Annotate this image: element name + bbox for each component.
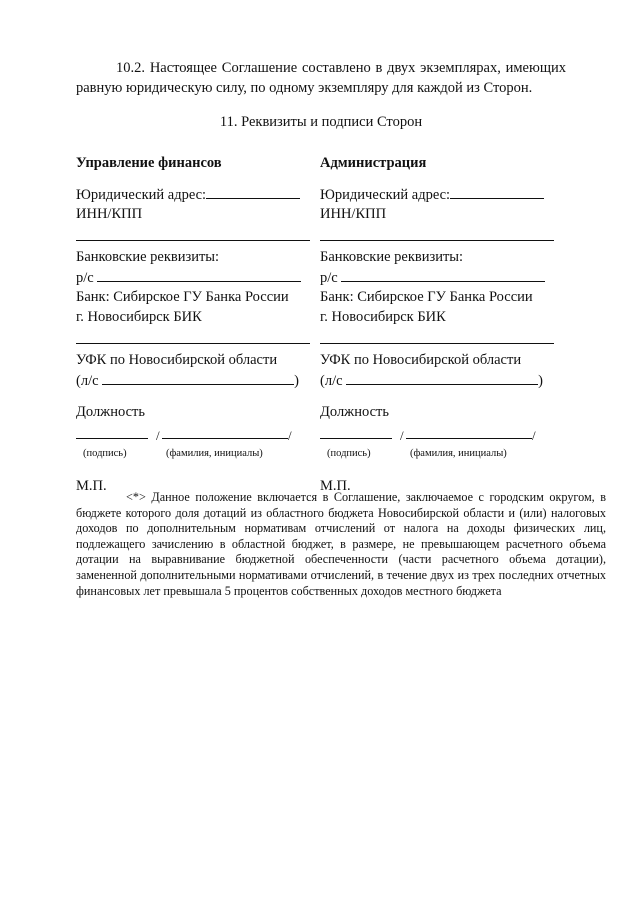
position-label: Должность	[320, 404, 389, 420]
signature-caption: (подпись)	[83, 448, 127, 459]
bik-field[interactable]	[320, 327, 554, 344]
bank-details-label: Банковские реквизиты:	[320, 249, 464, 265]
full-name-field[interactable]	[406, 438, 532, 439]
slash-divider: /	[400, 428, 404, 443]
signature-row	[320, 430, 560, 448]
legal-address-label: Юридический адрес:	[320, 187, 451, 203]
account-field[interactable]	[341, 267, 545, 282]
legal-address-row	[76, 184, 316, 204]
ls-field[interactable]	[346, 370, 538, 385]
account-label: р/с	[320, 270, 338, 286]
ufk-label: УФК по Новосибирской области	[76, 352, 278, 368]
signature-captions	[76, 448, 316, 462]
clause-10-2	[76, 58, 566, 98]
ls-close: )	[294, 373, 299, 389]
stamp-label: М.П.	[320, 478, 351, 494]
legal-address-field[interactable]	[206, 184, 300, 199]
signature-field[interactable]	[320, 438, 392, 439]
slash-divider: /	[156, 428, 160, 443]
ufk-label: УФК по Новосибирской области	[320, 352, 522, 368]
footnote-marker: <*>	[126, 490, 146, 504]
account-row	[76, 267, 316, 287]
slash-divider: /	[532, 428, 536, 443]
ls-row	[320, 370, 560, 390]
legal-address-field[interactable]	[450, 184, 544, 199]
bank-line-1: Банк: Сибирское ГУ Банка России	[76, 289, 289, 305]
bank-details-label: Банковские реквизиты:	[76, 249, 220, 265]
inn-kpp-field[interactable]	[320, 224, 554, 241]
signature-captions	[320, 448, 560, 462]
party-column-administration	[320, 152, 560, 496]
name-caption: (фамилия, инициалы)	[410, 448, 507, 459]
clause-number: 10.2.	[116, 60, 145, 76]
party-name: Администрация	[320, 155, 427, 171]
party-name: Управление финансов	[76, 155, 222, 171]
ls-field[interactable]	[102, 370, 294, 385]
account-field[interactable]	[97, 267, 301, 282]
bank-line-2: г. Новосибирск БИК	[76, 309, 202, 325]
signature-row	[76, 430, 316, 448]
ls-open: (л/с	[76, 373, 99, 389]
account-label: р/с	[76, 270, 94, 286]
ls-close: )	[538, 373, 543, 389]
signature-field[interactable]	[76, 438, 148, 439]
ls-row	[76, 370, 316, 390]
clause-text: Настоящее Соглашение составлено в двух экземплярах, имеющих равную юридическую силу, по одному экземпляру для каждой из Сторон.	[76, 60, 567, 96]
account-row	[320, 267, 560, 287]
ls-open: (л/с	[320, 373, 343, 389]
section-title: 11. Реквизиты и подписи Сторон	[219, 114, 423, 130]
signature-caption: (подпись)	[327, 448, 371, 459]
inn-kpp-label: ИНН/КПП	[76, 206, 143, 222]
position-label: Должность	[76, 404, 145, 420]
legal-address-label: Юридический адрес:	[76, 187, 207, 203]
party-column-finance	[76, 152, 316, 496]
inn-kpp-label: ИНН/КПП	[320, 206, 387, 222]
stamp-label: М.П.	[76, 478, 107, 494]
footnote	[76, 490, 606, 599]
slash-divider: /	[288, 428, 292, 443]
bik-field[interactable]	[76, 327, 310, 344]
bank-line-1: Банк: Сибирское ГУ Банка России	[320, 289, 533, 305]
bank-line-2: г. Новосибирск БИК	[320, 309, 446, 325]
legal-address-row	[320, 184, 560, 204]
full-name-field[interactable]	[162, 438, 288, 439]
footnote-text: Данное положение включается в Соглашение, заключаемое с городским округом, в бюджете которого доля дотаций из областного бюджета Новосибирской области и (или) налоговых доходов по дополнительным нормативам отчислений от налога на доходы физических лиц, подлежащего зачислению в областной бюджет, в размере, не превышающем расчетного объема дотации на выравнивание бюджетной обеспеченности (части расчетного объема дотации), замененной дополнительными нормативами отчислений, в течение двух из трех последних отчетных финансовых лет превышала 5 процентов собственных доходов местного бюджета	[76, 490, 606, 598]
inn-kpp-field[interactable]	[76, 224, 310, 241]
name-caption: (фамилия, инициалы)	[166, 448, 263, 459]
